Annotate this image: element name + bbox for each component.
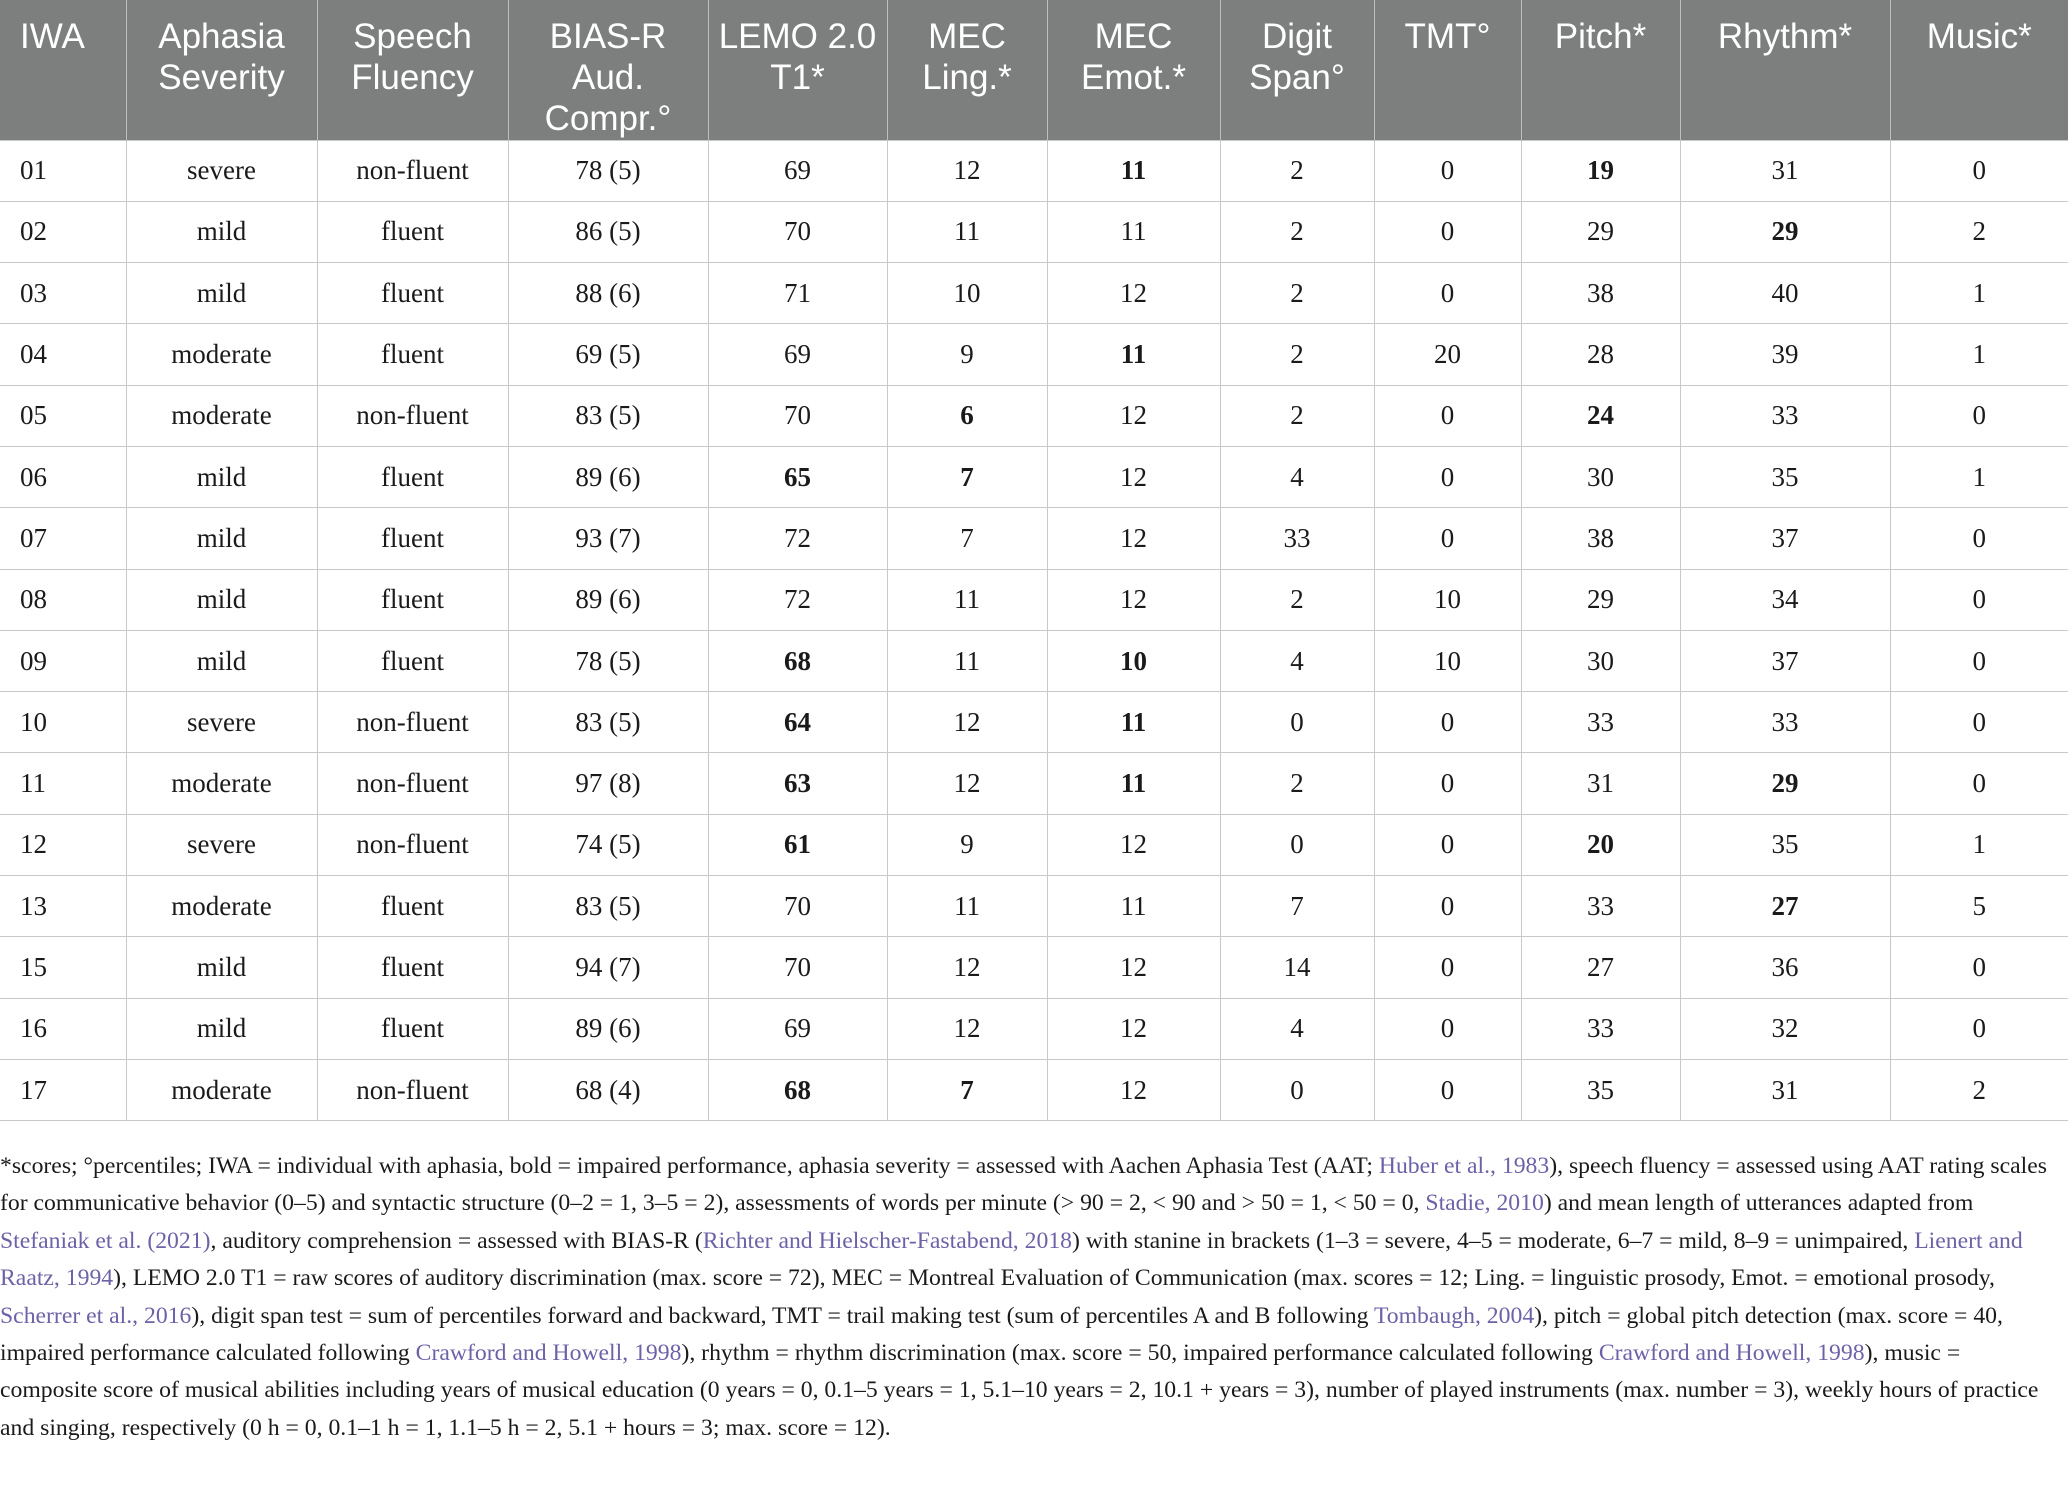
table-row [0,814,2068,875]
table-cell: 88 (6) [508,263,708,324]
table-cell: 37 [1680,508,1890,569]
table-cell: 33 [1680,692,1890,753]
table-cell: fluent [317,201,508,262]
table-cell: 64 [708,692,887,753]
table-cell: 12 [1047,569,1220,630]
table-cell: 35 [1680,814,1890,875]
table-cell: 33 [1680,385,1890,446]
table-cell: 12 [887,998,1047,1059]
table-cell: 0 [1890,508,2068,569]
table-cell: 69 (5) [508,324,708,385]
table-cell: 83 (5) [508,385,708,446]
table-cell: 12 [1047,446,1220,507]
table-cell: 29 [1521,569,1680,630]
table-cell: mild [126,569,317,630]
table-cell: moderate [126,876,317,937]
table-cell: 1 [1890,446,2068,507]
table-cell: 05 [0,385,126,446]
table-cell: 78 (5) [508,140,708,201]
table-cell: 0 [1890,569,2068,630]
table-cell: 0 [1890,998,2068,1059]
table-cell: 12 [887,753,1047,814]
header-rhythm: Rhythm* [1680,0,1890,140]
table-cell: 20 [1521,814,1680,875]
table-cell: 71 [708,263,887,324]
table-cell: mild [126,263,317,324]
header-mec-ling: MEC Ling.* [887,0,1047,140]
table-cell: 11 [887,876,1047,937]
footnote-text: ), LEMO 2.0 T1 = raw scores of auditory discrimination (max. score = 72), MEC = Montreal Evaluation of Communication (max. scores = 12; Ling. = linguistic prosody, Emot. = emotional prosody, [113,1265,1995,1292]
table-cell: fluent [317,446,508,507]
table-cell: 11 [887,630,1047,691]
table-cell: 69 [708,998,887,1059]
table-body [0,140,2068,1121]
table-cell: 0 [1374,876,1521,937]
footnote-text: ), speech fluency = assessed using AAT rating scales for communicative behavior (0–5) and syntactic structure (0–2 = 1, 3–5 = 2), assessments of words per minute (> 90 = 2, < 90 and > 50 = 1, < 50 = 0, [0,1153,2047,1217]
table-cell: 94 (7) [508,937,708,998]
table-cell: mild [126,630,317,691]
citation-link[interactable]: Stefaniak et al. (2021) [0,1227,211,1254]
table-cell: 2 [1220,753,1374,814]
table-cell: 11 [1047,140,1220,201]
table-cell: 36 [1680,937,1890,998]
table-cell: 83 (5) [508,876,708,937]
table-cell: 32 [1680,998,1890,1059]
table-cell: 0 [1374,998,1521,1059]
table-cell: 83 (5) [508,692,708,753]
header-digit-span: Digit Span° [1220,0,1374,140]
table-row [0,630,2068,691]
header-music: Music* [1890,0,2068,140]
table-cell: severe [126,814,317,875]
table-cell: fluent [317,508,508,569]
table-cell: 78 (5) [508,630,708,691]
table-cell: 34 [1680,569,1890,630]
table-cell: 0 [1374,692,1521,753]
table-cell: 10 [1047,630,1220,691]
table-cell: 2 [1220,201,1374,262]
table-cell: 63 [708,753,887,814]
header-row [0,0,2068,140]
table-cell: 70 [708,201,887,262]
table-cell: 11 [1047,692,1220,753]
table-cell: non-fluent [317,140,508,201]
header-bias-r: BIAS-R Aud. Compr.° [508,0,708,140]
table-row [0,508,2068,569]
table-cell: fluent [317,876,508,937]
table-cell: mild [126,998,317,1059]
table-cell: 0 [1220,814,1374,875]
table-cell: 24 [1521,385,1680,446]
table-cell: 12 [1047,998,1220,1059]
table-cell: 12 [1047,814,1220,875]
table-cell: fluent [317,324,508,385]
table-cell: 70 [708,876,887,937]
table-cell: non-fluent [317,814,508,875]
table-cell: 10 [887,263,1047,324]
citation-link[interactable]: Lienert and Raatz, 1994 [0,1227,2023,1292]
table-cell: 20 [1374,324,1521,385]
table-cell: 0 [1890,140,2068,201]
table-cell: 61 [708,814,887,875]
table-cell: 03 [0,263,126,324]
table-cell: 0 [1220,692,1374,753]
header-tmt: TMT° [1374,0,1521,140]
table-cell: 0 [1374,508,1521,569]
table-cell: fluent [317,998,508,1059]
table-cell: 0 [1374,937,1521,998]
table-cell: 12 [887,937,1047,998]
table-cell: 12 [1047,263,1220,324]
table-cell: 0 [1374,385,1521,446]
table-cell: mild [126,937,317,998]
table-cell: moderate [126,1059,317,1120]
table-cell: 01 [0,140,126,201]
table-cell: 7 [887,508,1047,569]
table-cell: 09 [0,630,126,691]
table-cell: 06 [0,446,126,507]
table-cell: 5 [1890,876,2068,937]
table-cell: 0 [1890,385,2068,446]
table-cell: 2 [1220,324,1374,385]
table-cell: non-fluent [317,385,508,446]
table-cell: 89 (6) [508,446,708,507]
citation-link[interactable]: Scherrer et al., 2016 [0,1302,192,1329]
table-cell: mild [126,446,317,507]
table-cell: 12 [887,140,1047,201]
table-cell: 38 [1521,508,1680,569]
table-cell: 08 [0,569,126,630]
table-cell: 1 [1890,263,2068,324]
table-cell: 11 [0,753,126,814]
table-cell: 2 [1220,263,1374,324]
table-cell: 0 [1890,937,2068,998]
table-cell: 0 [1374,753,1521,814]
table-row [0,140,2068,201]
table-row [0,937,2068,998]
table-cell: 13 [0,876,126,937]
table-row [0,201,2068,262]
footnote-text: ), rhythm = rhythm discrimination (max. score = 50, impaired performance calculated following [681,1340,1599,1367]
table-cell: fluent [317,937,508,998]
table-cell: 40 [1680,263,1890,324]
table-cell: 07 [0,508,126,569]
table-cell: 30 [1521,630,1680,691]
table-cell: 4 [1220,446,1374,507]
table-cell: 15 [0,937,126,998]
table-cell: 29 [1521,201,1680,262]
table-cell: 12 [1047,508,1220,569]
table-cell: 17 [0,1059,126,1120]
table-cell: 12 [1047,937,1220,998]
table-cell: mild [126,201,317,262]
table-cell: 86 (5) [508,201,708,262]
table-cell: 28 [1521,324,1680,385]
table-cell: 74 (5) [508,814,708,875]
table-cell: 33 [1521,692,1680,753]
citation-link[interactable]: Richter and Hielscher-Fastabend, 2018 [702,1227,1073,1254]
table-cell: 0 [1374,446,1521,507]
table-cell: 68 [708,1059,887,1120]
table-cell: 10 [1374,569,1521,630]
table-cell: 39 [1680,324,1890,385]
table-cell: 1 [1890,814,2068,875]
table-cell: 27 [1680,876,1890,937]
table-cell: 33 [1521,876,1680,937]
table-cell: 70 [708,385,887,446]
table-cell: 7 [887,1059,1047,1120]
table-cell: 89 (6) [508,998,708,1059]
table-row [0,263,2068,324]
table-cell: 11 [1047,876,1220,937]
footnote-text: ) with stanine in brackets (1–3 = severe, 4–5 = moderate, 6–7 = mild, 8–9 = unimpaired, [1072,1227,1915,1254]
table-row [0,1059,2068,1120]
table-cell: moderate [126,324,317,385]
table-cell: 10 [0,692,126,753]
table-cell: 0 [1890,692,2068,753]
table-footnote [0,1148,2060,1447]
table-cell: 11 [887,201,1047,262]
footnote-text: *scores; °percentiles; IWA = individual with aphasia, bold = impaired performance, aphasia severity = assessed with Aachen Aphasia Test (AAT; [0,1153,1379,1179]
table-cell: fluent [317,569,508,630]
table-cell: 0 [1890,753,2068,814]
table-cell: moderate [126,753,317,814]
header-iwa: IWA [0,0,126,140]
table-cell: 14 [1220,937,1374,998]
table-cell: 6 [887,385,1047,446]
table-cell: mild [126,508,317,569]
table-cell: 38 [1521,263,1680,324]
table-cell: 0 [1374,140,1521,201]
table-cell: non-fluent [317,692,508,753]
table-cell: 9 [887,814,1047,875]
table-cell: fluent [317,630,508,691]
table-cell: non-fluent [317,753,508,814]
table-cell: 31 [1521,753,1680,814]
table-cell: 30 [1521,446,1680,507]
footnote-text: ), digit span test = sum of percentiles forward and backward, TMT = trail making test (sum of percentiles A and B following [191,1302,1374,1329]
table-cell: moderate [126,385,317,446]
table-cell: 29 [1680,753,1890,814]
table-cell: 11 [1047,324,1220,385]
table-cell: 10 [1374,630,1521,691]
table-cell: 65 [708,446,887,507]
table-cell: 2 [1220,569,1374,630]
table-cell: 12 [0,814,126,875]
table-cell: 11 [1047,201,1220,262]
footnote-text: ), music = composite score of musical abilities including years of musical education (0 years = 0, 0.1–5 years = 1, 5.1–10 years = 2, 10.1 + years = 3), number of played instruments (max. number = 3), weekly hours of practice and singing, respectively (0 h = 0, 0.1–1 h = 1, 1.1–5 h = 2, 5.1 + hours = 3; max. score = 12). [0,1340,2039,1441]
table-cell: 0 [1374,1059,1521,1120]
table-row [0,753,2068,814]
table-cell: 35 [1680,446,1890,507]
table-cell: 7 [887,446,1047,507]
table-cell: fluent [317,263,508,324]
table-cell: 4 [1220,998,1374,1059]
table-cell: 27 [1521,937,1680,998]
table-cell: 04 [0,324,126,385]
table-cell: 70 [708,937,887,998]
header-lemo: LEMO 2.0 T1* [708,0,887,140]
table-cell: 35 [1521,1059,1680,1120]
table-cell: 2 [1220,385,1374,446]
table-cell: 2 [1220,140,1374,201]
table-cell: 0 [1220,1059,1374,1120]
table-row [0,876,2068,937]
table-cell: 2 [1890,201,2068,262]
table-row [0,692,2068,753]
table-row [0,569,2068,630]
table-cell: severe [126,692,317,753]
table-cell: 69 [708,324,887,385]
table-cell: 72 [708,569,887,630]
table-cell: 2 [1890,1059,2068,1120]
header-mec-emot: MEC Emot.* [1047,0,1220,140]
table-cell: 0 [1374,201,1521,262]
table-cell: 4 [1220,630,1374,691]
table-cell: 11 [887,569,1047,630]
table-cell: 02 [0,201,126,262]
table-cell: 69 [708,140,887,201]
table-cell: 12 [887,692,1047,753]
citation-link[interactable]: Huber et al., 1983 [1378,1153,1550,1179]
table-cell: 37 [1680,630,1890,691]
table-cell: 11 [1047,753,1220,814]
table-cell: 1 [1890,324,2068,385]
table-row [0,998,2068,1059]
table-cell: 93 (7) [508,508,708,569]
citation-link[interactable]: Tombaugh, 2004 [1373,1302,1535,1329]
table-cell: non-fluent [317,1059,508,1120]
table-cell: 33 [1521,998,1680,1059]
table-cell: 68 (4) [508,1059,708,1120]
table-cell: 12 [1047,1059,1220,1120]
citation-link[interactable]: Crawford and Howell, 1998 [1598,1340,1865,1367]
table-cell: 12 [1047,385,1220,446]
table-cell: 68 [708,630,887,691]
table-cell: 89 (6) [508,569,708,630]
header-aphasia-severity: Aphasia Severity [126,0,317,140]
header-pitch: Pitch* [1521,0,1680,140]
table-cell: 16 [0,998,126,1059]
footnote-text: ) and mean length of utterances adapted from [1543,1190,1974,1217]
table-cell: 9 [887,324,1047,385]
table-cell: 31 [1680,1059,1890,1120]
table-row [0,324,2068,385]
table-cell: 72 [708,508,887,569]
table-cell: severe [126,140,317,201]
table-row [0,385,2068,446]
table-cell: 0 [1374,263,1521,324]
table-cell: 33 [1220,508,1374,569]
footnote-text: , auditory comprehension = assessed with BIAS-R ( [210,1227,703,1254]
table-row [0,446,2068,507]
table-cell: 0 [1374,814,1521,875]
citation-link[interactable]: Crawford and Howell, 1998 [415,1340,682,1367]
table-cell: 0 [1890,630,2068,691]
header-speech-fluency: Speech Fluency [317,0,508,140]
citation-link[interactable]: Stadie, 2010 [1425,1190,1544,1217]
footnote-text: ), pitch = global pitch detection (max. score = 40, impaired performance calculated following [0,1302,2003,1367]
table-cell: 29 [1680,201,1890,262]
table-cell: 7 [1220,876,1374,937]
table-cell: 31 [1680,140,1890,201]
table-cell: 97 (8) [508,753,708,814]
table-cell: 19 [1521,140,1680,201]
